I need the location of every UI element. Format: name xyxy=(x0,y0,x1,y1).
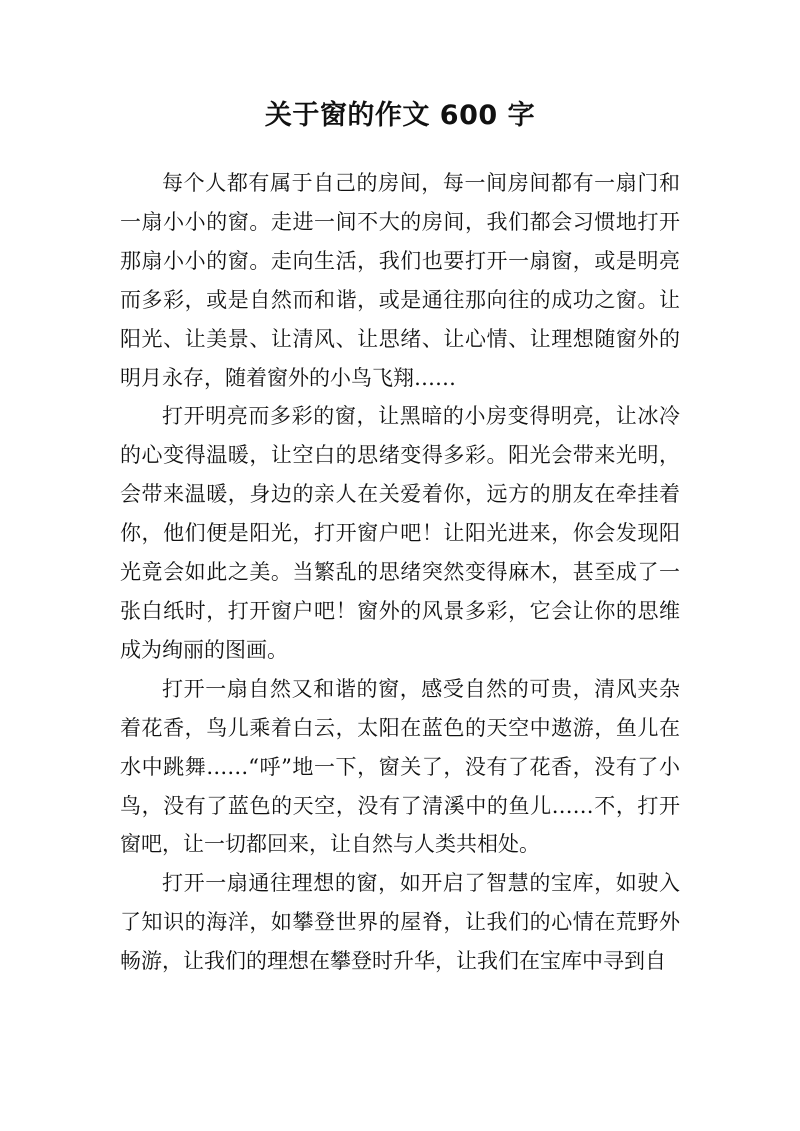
paragraph-3: 打开一扇自然又和谐的窗，感受自然的可贵，清风夹杂着花香，鸟儿乘着白云，太阳在蓝色的天空中遨游，鱼儿在水中跳舞……“呼”地一下，窗关了，没有了花香，没有了小鸟，没有了蓝色的天空，没有了清溪中的鱼儿……不，打开窗吧，让一切都回来，让自然与人类共相处。 xyxy=(120,676,680,857)
paragraph-2: 打开明亮而多彩的窗，让黑暗的小房变得明亮，让冰冷的心变得温暖，让空白的思绪变得多彩。阳光会带来光明，会带来温暖，身边的亲人在关爱着你，远方的朋友在牵挂着你，他们便是阳光，打开窗户吧！让阳光进来，你会发现阳光竟会如此之美。当繁乱的思绪突然变得麻木，甚至成了一张白纸时，打开窗户吧！窗外的风景多彩，它会让你的思维成为绚丽的图画。 xyxy=(120,404,680,662)
paragraph-4: 打开一扇通往理想的窗，如开启了智慧的宝库，如驶入了知识的海洋，如攀登世界的屋脊，让我们的心情在荒野外畅游，让我们的理想在攀登时升华，让我们在宝库中寻到自 xyxy=(120,871,680,974)
essay-body xyxy=(120,164,680,981)
paragraph-1: 每个人都有属于自己的房间，每一间房间都有一扇门和一扇小小的窗。走进一间不大的房间，我们都会习惯地打开那扇小小的窗。走向生活，我们也要打开一扇窗，或是明亮而多彩，或是自然而和谐，或是通往那向往的成功之窗。让阳光、让美景、让清风、让思绪、让心情、让理想随窗外的明月永存，随着窗外的小鸟飞翔…… xyxy=(120,171,680,390)
document-title: 关于窗的作文 600 字 xyxy=(264,100,536,131)
